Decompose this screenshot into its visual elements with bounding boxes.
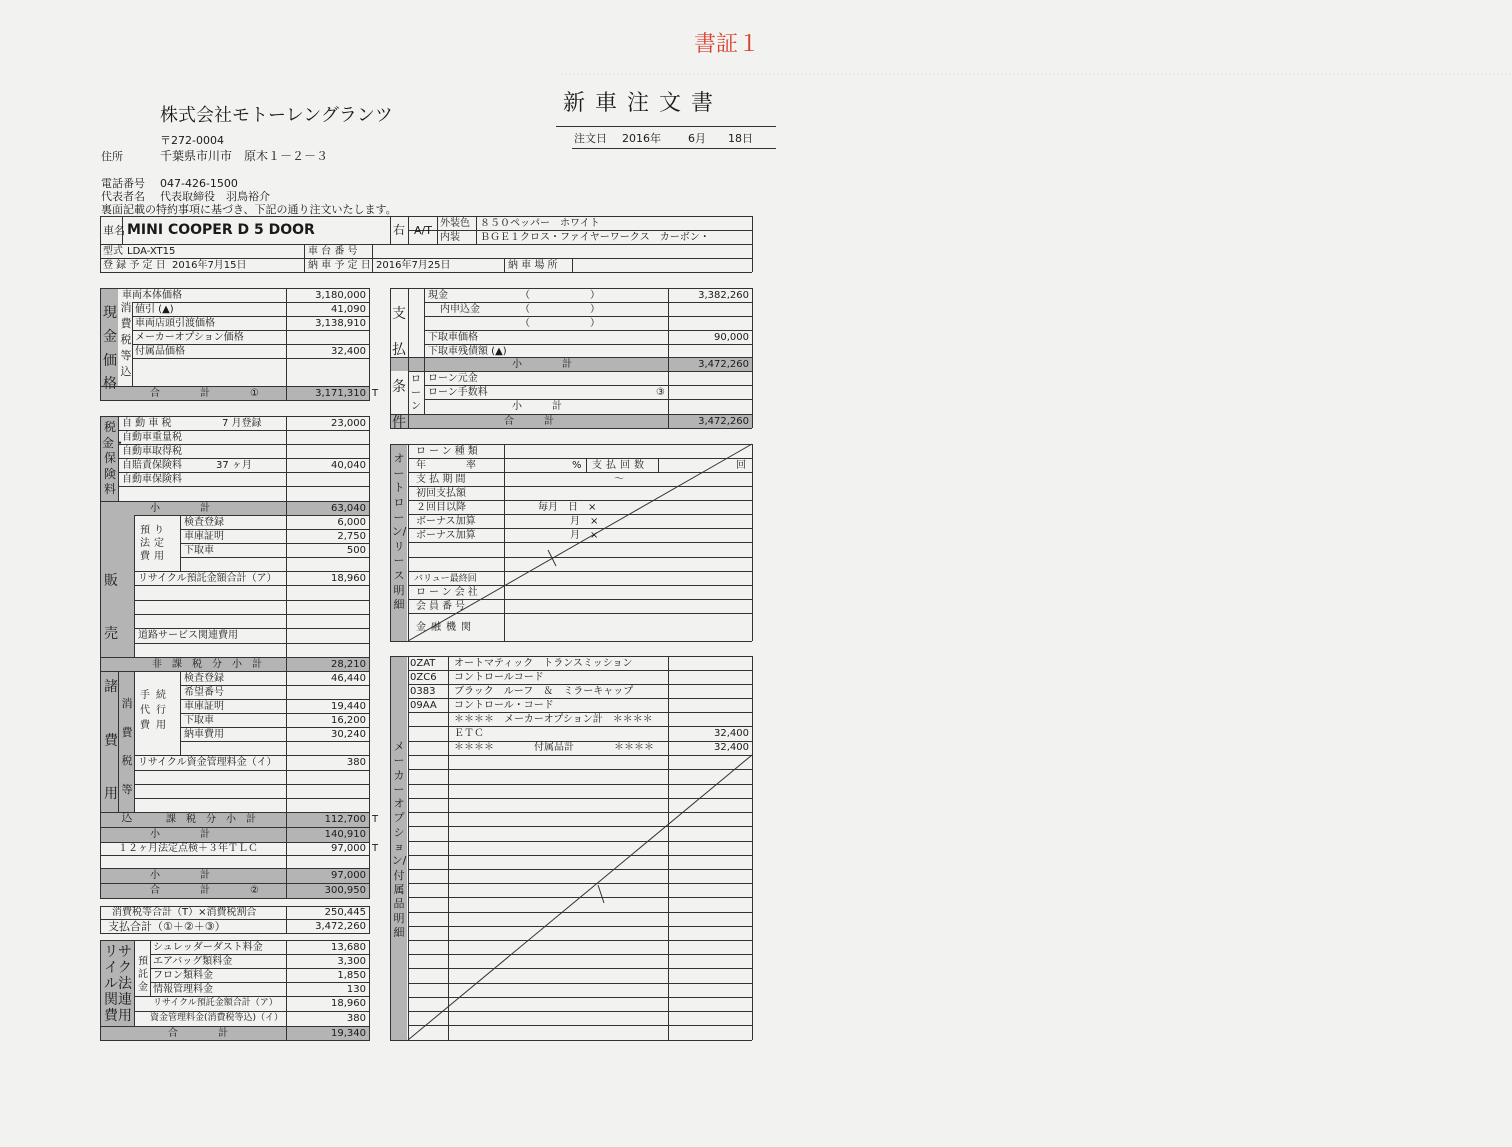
delivery-date-label: 納 車 予 定 日 [308, 260, 371, 271]
cash-row-label: 付属品価格 [135, 346, 185, 357]
agent-row-label: 下取車 [184, 715, 214, 726]
recycle-row-value: 3,300 [337, 956, 366, 967]
loan-row-label: 年 率 [416, 460, 476, 471]
recycle-mgmt-label: リサイクル資金管理料金（イ） [138, 757, 277, 768]
phone-label: 電話番号 [101, 177, 145, 190]
loan-period-tilde: 〜 [614, 474, 624, 485]
tax-subtotal: 63,040 [331, 503, 366, 514]
intro-text: 裏面記載の特約事項に基づき、下記の通り注文いたします。 [101, 203, 397, 216]
fees-tax-side-label: 消費税等込 [121, 697, 133, 825]
background-print-through: ･･････････････････････････････････････････････････････････････････････････････････････････････････････････････････････････････････････････････････････････････････････････････････････････････････････････････････････････････････････････････ [560, 70, 1512, 79]
recycle-row-label: フロン類料金 [153, 970, 213, 981]
evidence-stamp: 書証１ [694, 32, 761, 57]
agent-row-label: 検査登録 [184, 673, 224, 684]
recycle-total-label: 合 計 [168, 1028, 228, 1039]
delivery-date: 2016年7月25日 [376, 260, 451, 271]
tax-row-label: 自動車取得税 [122, 446, 182, 457]
road-service-label: 道路サービス関連費用 [138, 630, 238, 641]
phone: 047-426-1500 [160, 177, 238, 190]
option-label: ＊＊＊＊ メーカーオプション計 ＊＊＊＊ [454, 714, 653, 725]
recycle-deposit-side-label: 預託金 [138, 956, 148, 993]
small-subtotal: 97,000 [331, 870, 366, 881]
tax-row-label: 自動車保険料 [122, 474, 182, 485]
loan-row-label: 初回支払額 [416, 488, 466, 499]
option-code: 09AA [410, 700, 437, 711]
loan-row-label: ボーナス加算 [416, 530, 476, 541]
rep-label: 代表者名 [101, 190, 145, 203]
cash-row-label: 車両店頭引渡価格 [135, 318, 215, 329]
options-cross-line [408, 755, 752, 1040]
recycle-mgmt-fee-label: 資金管理料金(消費税等込)（イ） [150, 1013, 284, 1023]
payment-total-label: 合 計 [504, 416, 554, 427]
rep-name: 代表取締役 羽鳥裕介 [160, 190, 270, 203]
recycle-row-value: 13,680 [331, 942, 366, 953]
registration-date: 2016年7月15日 [172, 260, 247, 271]
deposit-row-value: 2,750 [337, 531, 366, 542]
model: LDA-XT15 [127, 246, 176, 257]
tlc-value: 97,000 [331, 843, 366, 854]
payment-subtotal-label: 小 計 [512, 359, 572, 370]
payment-row-paren: （ ） [520, 304, 600, 315]
nontax-subtotal-label: 非 課 税 分 小 計 [152, 659, 262, 670]
payment-subtotal: 3,472,260 [698, 359, 749, 370]
loan-bonus: 月 × [570, 530, 599, 541]
loan-bank-label: 金融機関 [416, 622, 476, 633]
interior: ＢＧＥ１クロス・ファイヤーワークス カーボン・ [480, 232, 710, 243]
loan-number-mark: ③ [656, 387, 665, 398]
cash-total: 3,171,310 [315, 388, 366, 399]
cash-row-value: 41,090 [331, 304, 366, 315]
loan-monthly: 毎月 日 × [538, 502, 597, 513]
agent-row-value: 16,200 [331, 715, 366, 726]
loan-bonus: 月 × [570, 516, 599, 527]
option-code: 0383 [410, 686, 436, 697]
cash-row-label: 値引 (▲) [135, 304, 174, 315]
deposit-row-label: 下取車 [184, 545, 214, 556]
pay-total: 3,472,260 [315, 921, 366, 932]
order-date-month: 6月 [688, 132, 706, 145]
payment-row-paren: （ ） [520, 290, 600, 301]
order-date-day: 18日 [728, 132, 753, 145]
agent-row-label: 車庫証明 [184, 701, 224, 712]
recycle-row-label: エアバッグ類料金 [153, 956, 233, 967]
tax-side-label: 税金・保険料 [102, 420, 127, 497]
vehicle-name: MINI COOPER D 5 DOOR [127, 222, 315, 238]
exterior-color-label: 外装色 [440, 218, 470, 229]
handle-side: 右 [393, 223, 406, 237]
option-code: 0ZC6 [410, 672, 437, 683]
deposit-row-value: 6,000 [337, 517, 366, 528]
loan-row-label: ローン手数料 [428, 387, 488, 398]
cash-row-value: 3,180,000 [315, 290, 366, 301]
payment-row-value: 90,000 [714, 332, 749, 343]
loan-row-label: ボーナス加算 [416, 516, 476, 527]
payment-row-label: 現金 [428, 290, 448, 301]
option-label: コントロール・コード [454, 700, 554, 711]
option-label: ＊＊＊＊ 付属品計 ＊＊＊＊ [454, 742, 654, 753]
tax-summary: 250,445 [324, 907, 366, 918]
vehicle-name-label: 車名 [103, 224, 125, 237]
fees-side-label: 販売諸費用 [104, 573, 118, 802]
agent-side-label: 手続代行費用 [140, 690, 172, 731]
cash-price-side-label: 現金価格 [103, 305, 117, 393]
address-label: 住所 [101, 150, 123, 163]
loan-subtotal-label: 小 計 [512, 401, 562, 412]
fees-total: 300,950 [324, 885, 366, 896]
recycle-deposit: 18,960 [331, 573, 366, 584]
cash-total-mark: T [372, 388, 379, 399]
agent-row-value: 46,440 [331, 673, 366, 684]
option-label: オートマティック トランスミッション [454, 658, 633, 669]
payment-total: 3,472,260 [698, 416, 749, 427]
interior-label: 内装 [440, 232, 460, 243]
tlc-label: １２ヶ月法定点検＋３年ＴＬＣ [118, 843, 258, 854]
cash-row-label: メーカーオプション価格 [135, 332, 244, 343]
loan-row-label: ローン元金 [428, 373, 478, 384]
tax-row-value: 23,000 [331, 418, 366, 429]
option-value: 32,400 [714, 742, 749, 753]
fees-total-label: 合 計 ② [150, 885, 259, 896]
loan-row-label: ２回目以降 [416, 502, 466, 513]
recycle-side-label: リサイクル法関連費用 [104, 944, 132, 1025]
order-date-year: 2016年 [622, 132, 661, 145]
options-side-label: メーカーオプション/付属品明細 [391, 740, 407, 939]
taxable-mark: T [372, 814, 379, 825]
option-label: ＥＴＣ [454, 728, 484, 739]
tax-row-note: 7 月登録 [222, 418, 262, 429]
tax-subtotal-label: 小 計 [150, 503, 210, 514]
recycle-row-label: シュレッダーダスト料金 [153, 942, 263, 953]
cash-tax-side-label: 消費税等込 [120, 301, 132, 378]
loan-member-label: 会員番号 [416, 601, 468, 612]
option-label: ブラック ルーフ ＆ ミラーキャップ [454, 686, 634, 697]
chassis-number-label: 車 台 番 号 [308, 246, 358, 257]
payment-row-value: 3,382,260 [698, 290, 749, 301]
delivery-place-label: 納 車 場 所 [508, 260, 558, 271]
recycle-total: 19,340 [331, 1028, 366, 1039]
loan-rate-unit: % [572, 460, 582, 471]
tlc-mark: T [372, 843, 379, 854]
option-label: コントロールコード [454, 672, 544, 683]
recycle-sum-label: リサイクル預託金額合計（ア） [153, 998, 278, 1008]
payment-row-label: 下取車残債額 (▲) [428, 346, 507, 357]
loan-count-label: 支払回数 [592, 460, 648, 471]
option-code: 0ZAT [410, 658, 436, 669]
model-label: 型式 [103, 246, 123, 257]
cash-row-label: 車両本体価格 [122, 290, 182, 301]
nontax-subtotal: 28,210 [331, 659, 366, 670]
tax-row-value: 40,040 [331, 460, 366, 471]
tax-row-label: 自動車重量税 [122, 432, 182, 443]
loan-count-unit: 回 [736, 460, 746, 471]
fees-subtotal: 140,910 [324, 829, 366, 840]
registration-date-label: 登 録 予 定 日 [103, 260, 166, 271]
deposit-side-label: 預り法定費用 [140, 525, 168, 562]
loan-lease-side-label: オートローン/リース明細 [391, 452, 407, 612]
loan-side-label: ローン [411, 374, 421, 412]
cash-row-value: 32,400 [331, 346, 366, 357]
deposit-row-label: 車庫証明 [184, 531, 224, 542]
recycle-row-label: 情報管理料金 [153, 984, 213, 995]
payment-row-label: 下取車価格 [428, 332, 478, 343]
pay-total-label: 支払合計（①＋②＋③） [108, 920, 226, 933]
loan-row-label: ローン種類 [416, 446, 481, 457]
recycle-mgmt-fee: 380 [346, 1013, 366, 1024]
payment-row-label: 内申込金 [440, 304, 480, 315]
agent-row-value: 30,240 [331, 729, 366, 740]
title-underline [556, 126, 776, 127]
agent-row-label: 希望番号 [184, 687, 224, 698]
option-value: 32,400 [714, 728, 749, 739]
small-subtotal-label: 小 計 [150, 870, 210, 881]
address: 千葉県市川市 原木１－２－３ [160, 149, 329, 163]
tax-row-note: 37 ヶ月 [216, 460, 252, 471]
loan-row-label: 支 払 期 間 [416, 474, 466, 485]
payment-side-label: 支払条件 [392, 306, 406, 432]
recycle-row-value: 1,850 [337, 970, 366, 981]
payment-row-paren: （ ） [520, 318, 600, 329]
company-name: 株式会社モトーレングランツ [160, 105, 393, 126]
loan-company-label: ローン会社 [416, 587, 481, 598]
loan-balloon-label: バリュー最終回 [414, 574, 477, 584]
tax-summary-label: 消費税等合計（T）×消費税割合 [112, 907, 257, 918]
deposit-row-value: 500 [346, 545, 366, 556]
cash-total-label: 合 計 ① [150, 388, 259, 399]
document-title: 新車注文書 [563, 91, 724, 116]
tax-row-label: 自賠責保険料 [122, 460, 182, 471]
agent-row-label: 納車費用 [184, 729, 224, 740]
fees-subtotal-label: 小 計 [150, 829, 210, 840]
order-date-underline [572, 148, 776, 149]
recycle-sum: 18,960 [331, 998, 366, 1009]
cash-row-value: 3,138,910 [315, 318, 366, 329]
postal-code: 〒272-0004 [160, 134, 224, 147]
exterior-color: ８５０ペッパー ホワイト [480, 218, 600, 229]
tax-row-label: 自 動 車 税 [122, 418, 172, 429]
order-date-label: 注文日 [574, 132, 607, 145]
taxable-subtotal: 112,700 [324, 814, 366, 825]
recycle-row-value: 130 [346, 984, 366, 995]
recycle-deposit-label: リサイクル預託金額合計（ア） [138, 573, 277, 584]
transmission: A/T [414, 224, 432, 237]
agent-row-value: 19,440 [331, 701, 366, 712]
taxable-subtotal-label: 課 税 分 小 計 [166, 814, 256, 825]
recycle-mgmt: 380 [346, 757, 366, 768]
deposit-row-label: 検査登録 [184, 517, 224, 528]
